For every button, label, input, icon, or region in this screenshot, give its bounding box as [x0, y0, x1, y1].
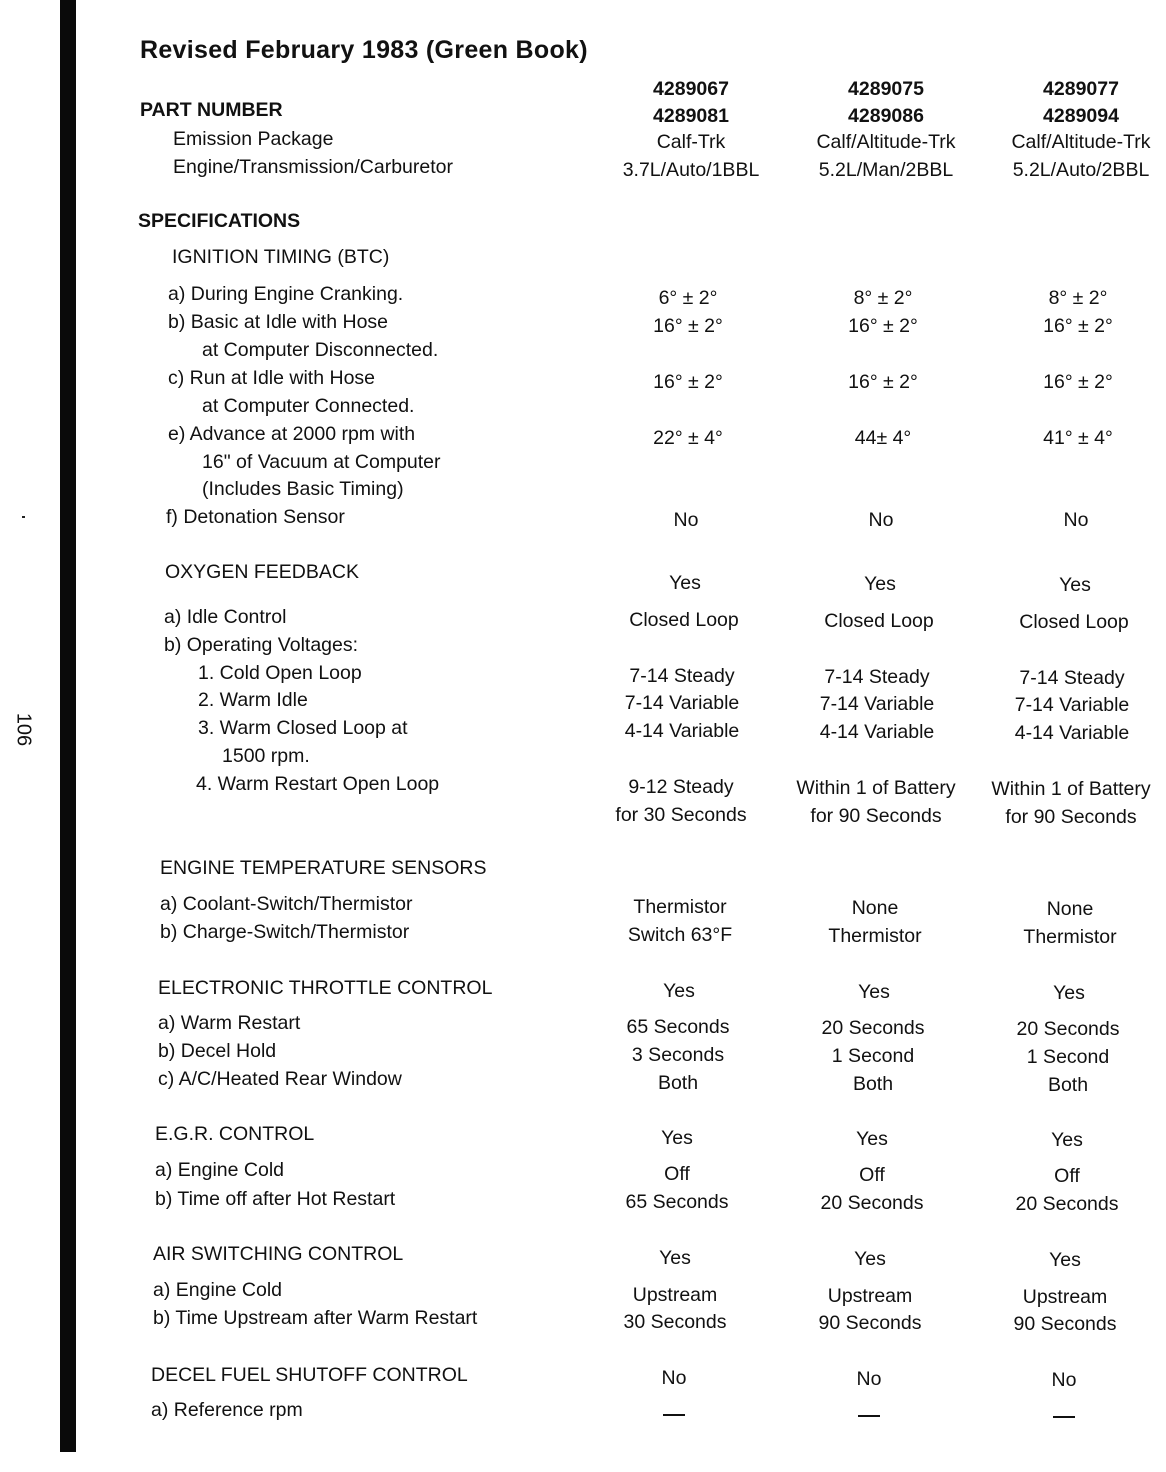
ignition-e-label: e) Advance at 2000 rpm with [168, 423, 416, 445]
binding-margin-bar [60, 0, 76, 1452]
decel-a-col1-dash [574, 1403, 774, 1425]
air-col1: Yes [659, 1247, 691, 1269]
air-a-col2: Upstream [827, 1285, 913, 1307]
ignition-heading: IGNITION TIMING (BTC) [172, 246, 390, 268]
oxygen-b4-col2-cont: for 90 Seconds [810, 805, 942, 827]
margin-mark [22, 516, 25, 518]
engine-trans-carb-col3: 5.2L/Auto/2BBL [1012, 159, 1150, 181]
throttle-c-col1: Both [657, 1072, 699, 1094]
egr-col1: Yes [661, 1127, 693, 1149]
air-b-label: b) Time Upstream after Warm Restart [153, 1307, 478, 1329]
egr-b-label: b) Time off after Hot Restart [155, 1188, 396, 1210]
page-title: Revised February 1983 (Green Book) [140, 36, 588, 64]
oxygen-a-col2: Closed Loop [824, 610, 934, 632]
ignition-c-label: c) Run at Idle with Hose [168, 367, 376, 389]
throttle-col3: Yes [1053, 982, 1085, 1004]
engine-trans-carb-label: Engine/Transmission/Carburetor [173, 156, 453, 178]
part-number-col3-line2: 4289094 [1043, 105, 1119, 127]
air-a-col1: Upstream [632, 1284, 718, 1306]
oxygen-b4-col1-cont: for 30 Seconds [615, 804, 747, 826]
throttle-c-label: c) A/C/Heated Rear Window [158, 1068, 402, 1090]
egr-b-col2: 20 Seconds [820, 1192, 924, 1214]
ignition-b-label: b) Basic at Idle with Hose [168, 311, 389, 333]
specifications-heading: SPECIFICATIONS [138, 210, 301, 232]
oxygen-b1-col3: 7-14 Steady [1019, 667, 1125, 689]
engine-temp-a-col3: None [1046, 898, 1094, 920]
throttle-b-col1: 3 Seconds [631, 1044, 725, 1066]
oxygen-b-label: b) Operating Voltages: [164, 634, 359, 656]
ignition-b-label-cont: at Computer Disconnected. [202, 339, 439, 361]
egr-a-col2: Off [859, 1164, 885, 1186]
ignition-b-col3: 16° ± 2° [1043, 315, 1113, 337]
oxygen-b4-label: 4. Warm Restart Open Loop [196, 773, 440, 795]
part-number-label: PART NUMBER [140, 99, 283, 121]
oxygen-b3-label-cont: 1500 rpm. [222, 745, 310, 767]
throttle-col1: Yes [663, 980, 695, 1002]
ignition-f-col3: No [1063, 509, 1089, 531]
ignition-b-col2: 16° ± 2° [848, 315, 918, 337]
oxygen-a-col3: Closed Loop [1019, 611, 1129, 633]
throttle-c-col2: Both [852, 1073, 894, 1095]
air-b-col2: 90 Seconds [818, 1312, 922, 1334]
air-col2: Yes [854, 1248, 886, 1270]
engine-trans-carb-col1: 3.7L/Auto/1BBL [622, 159, 760, 181]
ignition-a-col2: 8° ± 2° [853, 287, 913, 309]
part-number-col2-line1: 4289075 [848, 78, 924, 100]
oxygen-heading: OXYGEN FEEDBACK [165, 561, 359, 583]
air-a-col3: Upstream [1022, 1286, 1108, 1308]
decel-col3: No [1051, 1369, 1077, 1391]
ignition-f-col1: No [673, 509, 699, 531]
ignition-b-col1: 16° ± 2° [653, 315, 723, 337]
engine-temp-b-col1: Switch 63°F [627, 924, 733, 946]
oxygen-b4-col1: 9-12 Steady [628, 776, 734, 798]
ignition-f-label: f) Detonation Sensor [166, 506, 345, 528]
oxygen-col1: Yes [669, 572, 701, 594]
oxygen-a-col1: Closed Loop [629, 609, 739, 631]
throttle-a-label: a) Warm Restart [158, 1012, 301, 1034]
emission-package-col3: Calf/Altitude-Trk [1011, 131, 1151, 153]
egr-a-col1: Off [664, 1163, 690, 1185]
throttle-heading: ELECTRONIC THROTTLE CONTROL [158, 977, 493, 999]
air-b-col3: 90 Seconds [1013, 1313, 1117, 1335]
emission-package-col2: Calf/Altitude-Trk [816, 131, 956, 153]
throttle-a-col3: 20 Seconds [1016, 1018, 1120, 1040]
egr-col2: Yes [856, 1128, 888, 1150]
oxygen-b3-label: 3. Warm Closed Loop at [198, 717, 408, 739]
air-col3: Yes [1049, 1249, 1081, 1271]
egr-a-label: a) Engine Cold [155, 1159, 284, 1181]
throttle-c-col3: Both [1047, 1074, 1089, 1096]
oxygen-b4-col3-cont: for 90 Seconds [1005, 806, 1137, 828]
ignition-e-label-cont: 16" of Vacuum at Computer [202, 451, 441, 473]
ignition-c-label-cont: at Computer Connected. [202, 395, 415, 417]
throttle-b-label: b) Decel Hold [158, 1040, 277, 1062]
engine-temp-a-label: a) Coolant-Switch/Thermistor [160, 893, 413, 915]
ignition-e-label-cont2: (Includes Basic Timing) [202, 478, 404, 500]
decel-a-col3-dash [964, 1405, 1164, 1427]
page-number: 106 [12, 712, 35, 747]
air-heading: AIR SWITCHING CONTROL [153, 1243, 404, 1265]
ignition-f-col2: No [868, 509, 894, 531]
oxygen-b3-col3: 4-14 Variable [1014, 722, 1130, 744]
decel-heading: DECEL FUEL SHUTOFF CONTROL [151, 1364, 468, 1386]
oxygen-b2-col3: 7-14 Variable [1014, 694, 1130, 716]
oxygen-b2-col1: 7-14 Variable [624, 692, 740, 714]
engine-trans-carb-col2: 5.2L/Man/2BBL [818, 159, 954, 181]
part-number-col3-line1: 4289077 [1043, 78, 1119, 100]
emission-package-label: Emission Package [173, 128, 334, 150]
decel-a-col2-dash [769, 1404, 969, 1426]
part-number-col1-line1: 4289067 [653, 78, 729, 100]
engine-temp-b-col2: Thermistor [828, 925, 922, 947]
oxygen-b4-col3: Within 1 of Battery [991, 778, 1151, 800]
part-number-col1-line2: 4289081 [653, 105, 729, 127]
engine-temp-heading: ENGINE TEMPERATURE SENSORS [160, 857, 487, 879]
ignition-e-col3: 41° ± 4° [1043, 427, 1113, 449]
ignition-c-col3: 16° ± 2° [1043, 371, 1113, 393]
emission-package-col1: Calf-Trk [656, 131, 726, 153]
decel-col2: No [856, 1368, 882, 1390]
egr-b-col3: 20 Seconds [1015, 1193, 1119, 1215]
throttle-col2: Yes [858, 981, 890, 1003]
decel-col1: No [661, 1367, 687, 1389]
egr-a-col3: Off [1054, 1165, 1080, 1187]
oxygen-b3-col1: 4-14 Variable [624, 720, 740, 742]
part-number-col2-line2: 4289086 [848, 105, 924, 127]
egr-b-col1: 65 Seconds [625, 1191, 729, 1213]
throttle-b-col3: 1 Second [1026, 1046, 1110, 1068]
oxygen-col3: Yes [1059, 574, 1091, 596]
ignition-c-col1: 16° ± 2° [653, 371, 723, 393]
oxygen-b2-col2: 7-14 Variable [819, 693, 935, 715]
ignition-e-col1: 22° ± 4° [653, 427, 723, 449]
air-b-col1: 30 Seconds [623, 1311, 727, 1333]
oxygen-col2: Yes [864, 573, 896, 595]
engine-temp-a-col1: Thermistor [633, 896, 727, 918]
ignition-a-label: a) During Engine Cranking. [168, 283, 404, 305]
oxygen-b3-col2: 4-14 Variable [819, 721, 935, 743]
oxygen-b1-label: 1. Cold Open Loop [198, 662, 362, 684]
egr-col3: Yes [1051, 1129, 1083, 1151]
ignition-a-col3: 8° ± 2° [1048, 287, 1108, 309]
oxygen-b2-label: 2. Warm Idle [198, 689, 308, 711]
oxygen-b4-col2: Within 1 of Battery [796, 777, 956, 799]
ignition-e-col2: 44± 4° [854, 427, 912, 449]
throttle-a-col1: 65 Seconds [626, 1016, 730, 1038]
decel-a-label: a) Reference rpm [151, 1399, 303, 1421]
oxygen-a-label: a) Idle Control [164, 606, 287, 628]
oxygen-b1-col2: 7-14 Steady [824, 666, 930, 688]
throttle-b-col2: 1 Second [831, 1045, 915, 1067]
ignition-c-col2: 16° ± 2° [848, 371, 918, 393]
ignition-a-col1: 6° ± 2° [658, 287, 718, 309]
engine-temp-b-col3: Thermistor [1023, 926, 1117, 948]
egr-heading: E.G.R. CONTROL [155, 1123, 315, 1145]
engine-temp-a-col2: None [851, 897, 899, 919]
oxygen-b1-col1: 7-14 Steady [629, 665, 735, 687]
throttle-a-col2: 20 Seconds [821, 1017, 925, 1039]
engine-temp-b-label: b) Charge-Switch/Thermistor [160, 921, 410, 943]
air-a-label: a) Engine Cold [153, 1279, 282, 1301]
